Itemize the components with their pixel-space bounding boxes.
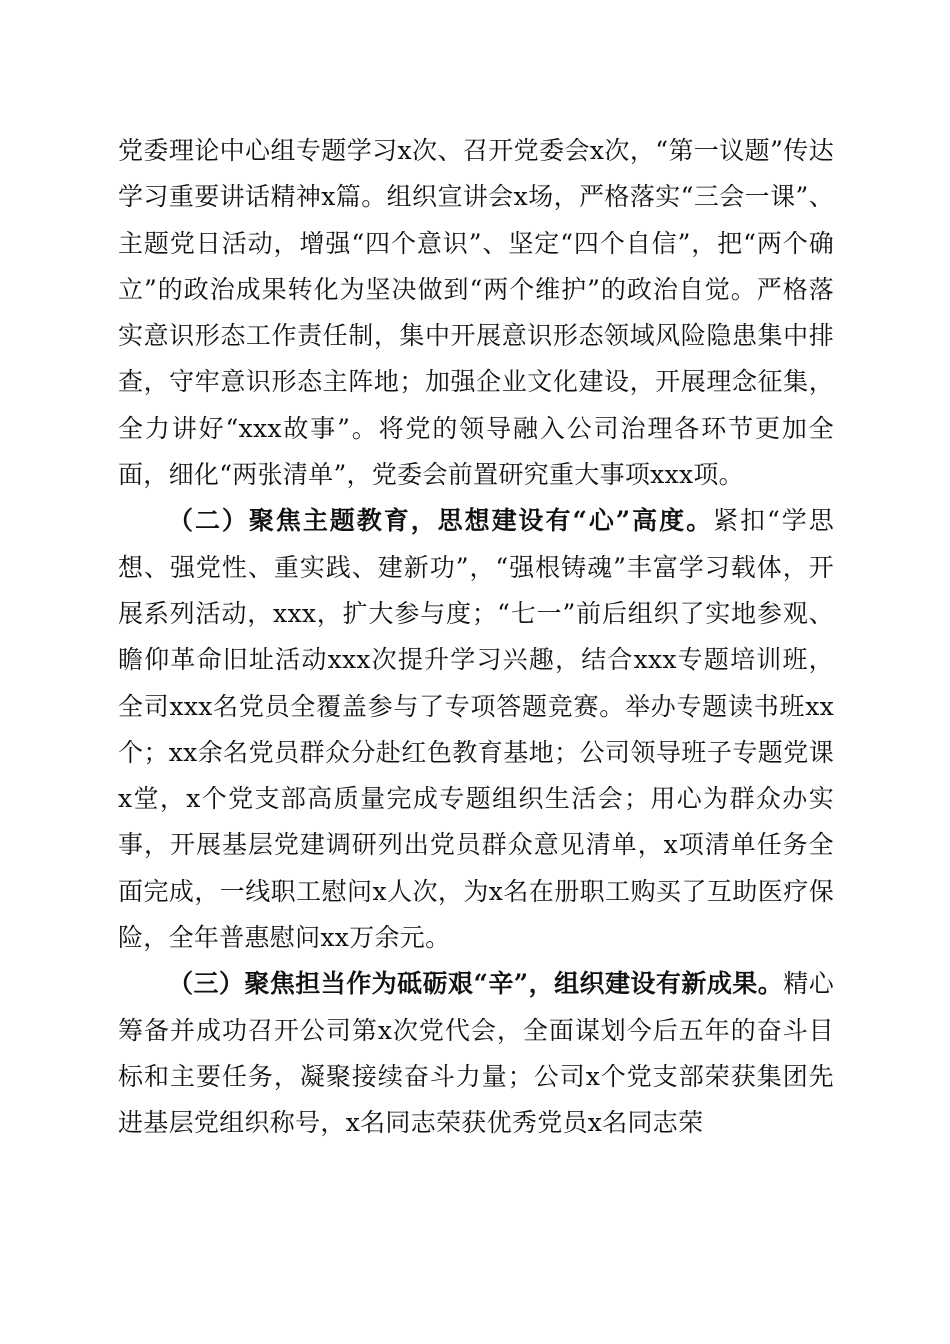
paragraph-body: 党委理论中心组专题学习x次、召开党委会x次，“第一议题”传达学习重要讲话精神x篇。组织宣讲会x场，严格落实“三会一课”、主题党日活动，增强“四个意识”、坚定“四个自信”，把“两个确立”的政治成果转化为坚决做到“两个维护”的政治自觉。严格落实意识形态工作责任制，集中开展意识形态领域风险隐患集中排查，守牢意识形态主阵地；加强企业文化建设，开展理念征集，全力讲好“xxx故事”。将党的领导融入公司治理各环节更加全面，细化“两张清单”，党委会前置研究重大事项xxx项。 xyxy=(118,136,834,490)
paragraph-theme-education xyxy=(118,498,834,961)
section-heading-3: （三）聚焦担当作为砥砺艰“辛”，组织建设有新成果。 xyxy=(168,969,784,999)
paragraph-organization-building xyxy=(118,961,834,1146)
paragraph-party-theory-study xyxy=(118,128,834,498)
paragraph-body: 精心筹备并成功召开公司第x次党代会，全面谋划今后五年的奋斗目标和主要任务，凝聚接续奋斗力量；公司x个党支部荣获集团先进基层党组织称号，x名同志荣获优秀党员x名同志荣 xyxy=(118,969,834,1138)
section-heading-2: （二）聚焦主题教育，思想建设有“心”高度。 xyxy=(168,506,714,536)
paragraph-body: 紧扣“学思想、强党性、重实践、建新功”，“强根铸魂”丰富学习载体，开展系列活动，xxx，扩大参与度；“七一”前后组织了实地参观、瞻仰革命旧址活动xxx次提升学习兴趣，结合xxx专题培训班，全司xxx名党员全覆盖参与了专项答题竞赛。举办专题读书班xx个；xx余名党员群众分赴红色教育基地；公司领导班子专题党课x堂，x个党支部高质量完成专题组织生活会；用心为群众办实事，开展基层党建调研列出党员群众意见清单，x项清单任务全面完成，一线职工慰问x人次，为x名在册职工购买了互助医疗保险，全年普惠慰问xx万余元。 xyxy=(118,506,835,953)
document-body xyxy=(118,128,834,1147)
